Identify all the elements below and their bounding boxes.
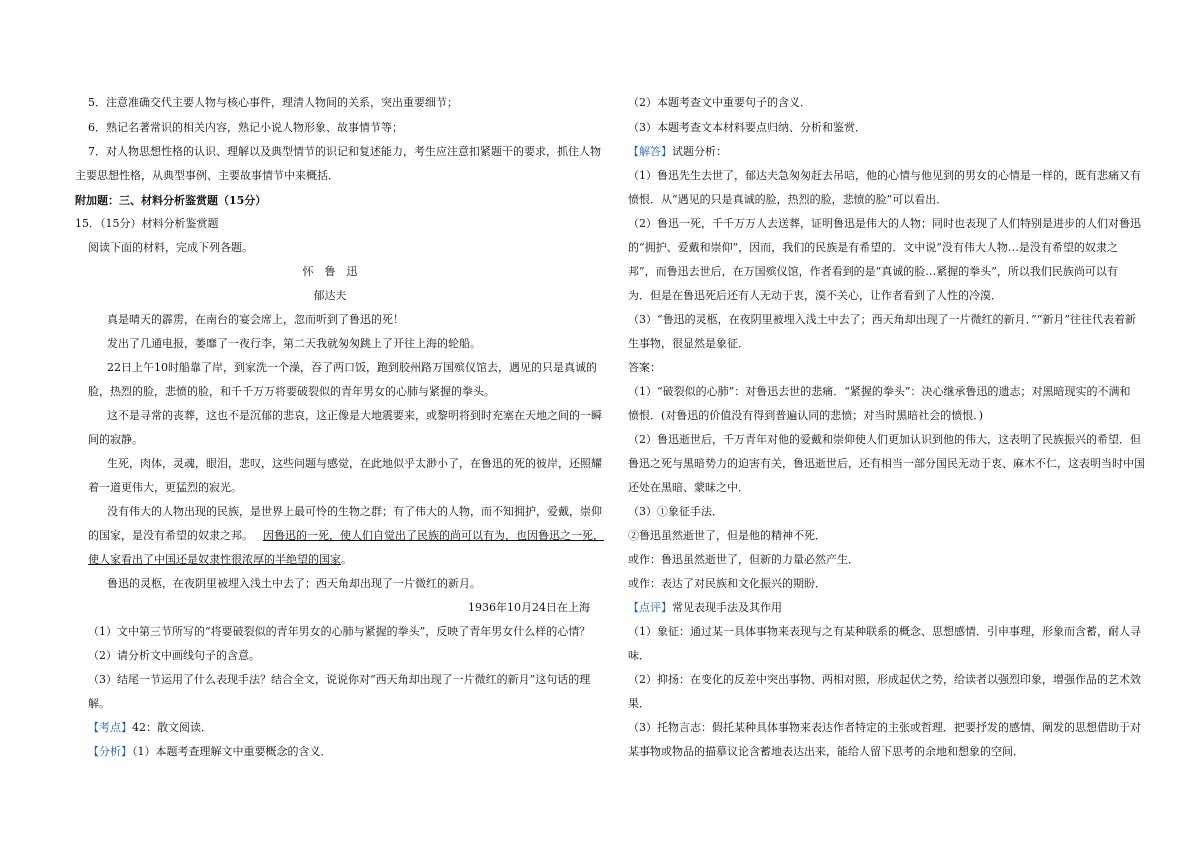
text-line: 7．对人物思想性格的认识、理解以及典型情节的识记和复述能力，考生应注意扣紧题干的要求，抓住人物 [88,145,601,158]
text-line: （3）①象征手法． [628,505,723,518]
paragraph: 这不是寻常的丧葬，这也不是沉郁的悲哀，这正像是大地震要来，或黎明将到时充塞在天地之间的一瞬 [107,409,602,422]
answer-label: 答案： [628,361,661,374]
text-line: ②鲁迅虽然逝世了，但是他的精神不死． [628,529,826,542]
text-line: （1）鲁迅先生去世了，郁达夫急匆匆赶去吊唁，他的心情与他见到的男女的心情是一样的，既有悲痛又有 [628,169,1141,182]
text-line: （2）鲁迅逝世后，千万青年对他的爱戴和崇仰使人们更加认识到他的伟大，这表明了民族振兴的希望．但 [628,433,1141,446]
underlined-sentence: 因鲁迅的一死，使人们自觉出了民族的尚可以有为，也因鲁迅之一死， [263,529,604,542]
paragraph: 真是晴天的霹雳，在南台的宴会席上，忽而听到了鲁迅的死！ [107,313,404,326]
text-line: 主要思想性格，从典型事例、主要故事情节中来概括． [75,169,339,182]
fenxi-line [88,745,332,759]
kaodian-tag: 【考点】 [88,721,132,734]
text-line: （2）鲁迅一死，千千万万人去送葬，证明鲁迅是伟大的人物；同时也表现了人们特别是进步的人们对鲁迅 [628,217,1141,230]
section-heading: 附加题：三、材料分析鉴赏题（15分） [75,194,267,207]
instruction: 阅读下面的材料，完成下列各题。 [88,241,253,254]
text-line: 生事物，很显然是象征． [628,337,749,350]
text-line: 5．注意准确交代主要人物与核心事件，理清人物间的关系，突出重要细节； [88,96,458,109]
article-author: 郁达夫 [313,289,347,302]
text-span: 42：散文阅读． [132,721,212,734]
text-span: （1）本题考查理解文中重要概念的含义． [132,745,332,758]
text-line: 愤恨．从“遇见的只是真诚的脸，热烈的脸，悲愤的脸”可以看出． [628,193,948,206]
paragraph: 着一道更伟大，更猛烈的寂光。 [88,481,242,494]
paragraph: 间的寂静。 [88,433,143,446]
text-line: （2）抑扬：在变化的反差中突出事物、两相对照，形成起伏之势，给读者以强烈印象，增强作品的艺术效 [628,673,1141,686]
paragraph: 生死，肉体，灵魂，眼泪，悲叹，这些问题与感觉，在此地似乎太渺小了，在鲁迅的死的彼岸，还照耀 [107,457,602,470]
paragraph: 没有伟大的人物出现的民族，是世界上最可怜的生物之群；有了伟大的人物，而不知拥护，爱戴，崇仰 [107,505,602,518]
text-line: （1）“破裂似的心肺”：对鲁迅去世的悲痛．“紧握的拳头”：决心继承鲁迅的遗志；对黑暗现实的不满和 [628,385,1131,398]
jieda-tag: 【解答】 [628,145,672,158]
text-line: （1）象征：通过某一具体事物来表现与之有某种联系的概念、思想感情．引申事理，形象而含蓄，耐人寻 [628,625,1141,638]
article-date: 1936年10月24日在上海 [468,601,590,614]
dianping-tag: 【点评】 [628,601,672,614]
sub-question: （1）文中第三节所写的“将要破裂似的青年男女的心肺与紧握的拳头”，反映了青年男女什么样的心情？ [88,625,591,638]
text-line: 为．但是在鲁迅死后还有人无动于衷，漠不关心，让作者看到了人性的冷漠． [628,289,1002,302]
text-line: 或作：表达了对民族和文化振兴的期盼． [628,577,826,590]
paragraph [88,529,604,543]
sub-question: （2）请分析文中画线句子的含意。 [88,649,260,662]
text-line: 邦”，而鲁迅去世后，在万国殡仪馆，作者看到的是“真诚的脸…紧握的拳头”，所以我们民族尚可以有 [628,265,1118,278]
text-line: （3）托物言志：假托某种具体事物来表达作者特定的主张或哲理．把要抒发的感情、阐发的思想借助于对 [628,721,1141,734]
text-line: （3）本题考查文本材料要点归纳、分析和鉴赏． [628,121,866,134]
text-line: 还处在黑暗、蒙昧之中． [628,481,749,494]
text-line: 味． [628,649,650,662]
jieda-line [628,145,727,159]
text-span: 。 [341,553,352,566]
paragraph: 脸，热烈的脸，悲愤的脸，和千千万万将要破裂似的青年男女的心肺与紧握的拳头。 [88,385,495,398]
text-line: 鲁迅之死与黑暗势力的迫害有关，鲁迅逝世后，还有相当一部分国民无动于衷、麻木不仁，这表明当时中国 [628,457,1145,470]
text-line: 的“拥护、爱戴和崇仰”，因而，我们的民族是有希望的．文中说“没有伟大人物…是没有希望的奴隶之 [628,241,1118,254]
paragraph [88,553,352,567]
dianping-line [628,601,782,615]
fenxi-tag: 【分析】 [88,745,132,758]
text-line: 某事物或物品的描摹议论含蓄地表达出来，能给人留下思考的余地和想象的空间． [628,745,1024,758]
text-line: 6．熟记名著常识的相关内容，熟记小说人物形象、故事情节等； [88,121,403,134]
text-line: 愤恨．(对鲁迅的价值没有得到普遍认同的悲愤；对当时黑暗社会的愤恨．) [628,409,984,422]
question-number: 15．（15分）材料分析鉴赏题 [75,217,219,230]
paragraph: 22日上午10时船靠了岸，到家洗一个澡，吞了两口饭，跑到胶州路万国殡仪馆去，遇见的只是真诚的 [107,361,597,374]
sub-question: 解。 [88,697,110,710]
text-span: 常见表现手法及其作用 [672,601,782,614]
underlined-sentence: 使人家看出了中国还是奴隶性很浓厚的半绝望的国家 [88,553,341,566]
text-line: （2）本题考查文中重要句子的含义． [628,96,811,109]
text-line: （3）“鲁迅的灵柩，在夜阴里被埋入浅土中去了；西天角却出现了一片微红的新月．”“新月”往往代表着新 [628,313,1136,326]
text-span: 的国家，是没有希望的奴隶之邦。 [88,529,253,542]
paragraph: 发出了几通电报，萎靡了一夜行李，第二天我就匆匆跳上了开往上海的轮船。 [107,337,481,350]
text-line: 果． [628,697,650,710]
paragraph: 鲁迅的灵柩，在夜阴里被埋入浅土中去了；西天角却出现了一片微红的新月。 [107,577,481,590]
sub-question: （3）结尾一节运用了什么表现手法？结合全文，说说你对“西天角却出现了一片微红的新月”这句话的理 [88,673,591,686]
text-span: 试题分析： [672,145,727,158]
kaodian-line [88,721,212,735]
text-line: 或作：鲁迅虽然逝世了，但新的力量必然产生． [628,553,859,566]
article-title: 怀 鲁 迅 [302,265,358,278]
